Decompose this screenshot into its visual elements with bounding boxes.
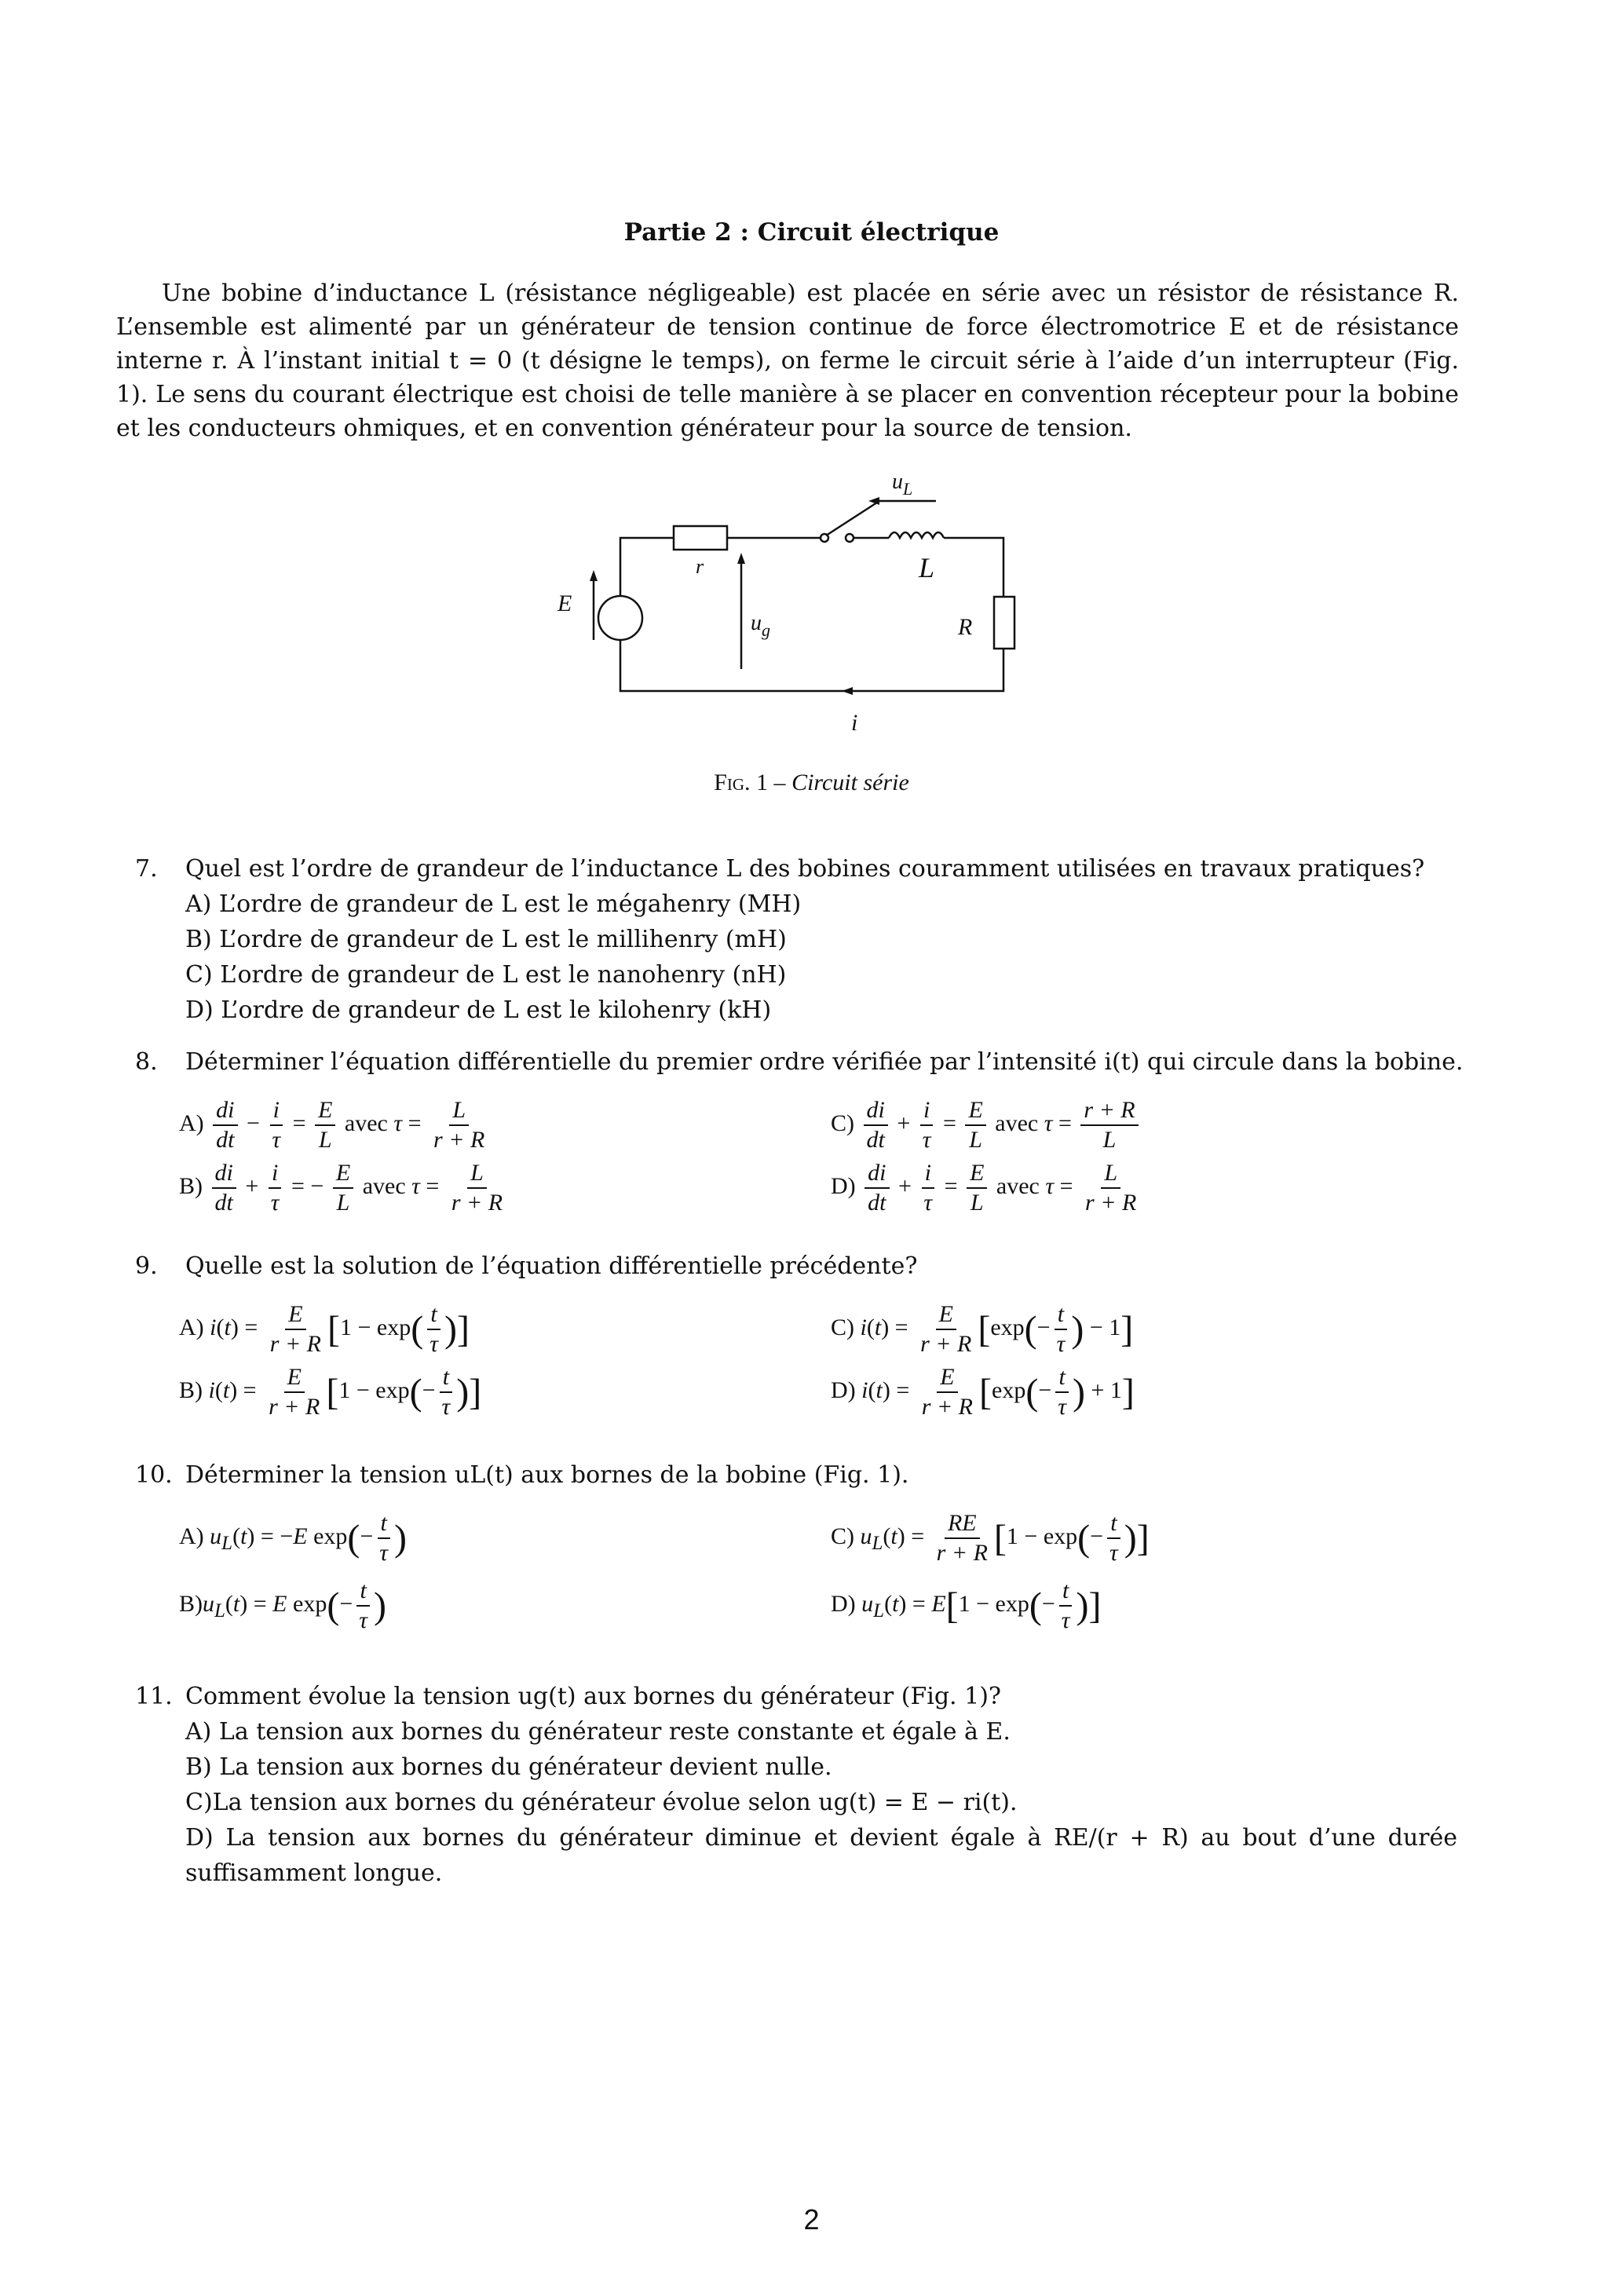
- question-number: 9.: [135, 1252, 158, 1280]
- avec-text: avec: [995, 1110, 1039, 1136]
- question-text: Quel est l’ordre de grandeur de l’inductance L des bobines couramment utilisées en travaux pratiques?: [185, 855, 1425, 883]
- option-label: C): [831, 1523, 854, 1549]
- inductor-coil: [889, 532, 944, 538]
- option-label: B): [179, 1377, 203, 1403]
- q11-option-b: B) La tension aux bornes du générateur devient nulle.: [185, 1753, 832, 1781]
- switch-blade: [826, 501, 879, 536]
- intro-text: Une bobine d’inductance L (résistance négligeable) est placée en série avec un résistor de résistance R. L’ensemble est alimenté par un générateur de tension continue de force électromotrice E et de résistance interne r. À l’instant initial t = 0 (t désigne le temps), on ferme le circuit série à l’aide d’un interrupteur (Fig. 1). Le sens du courant électrique est choisi de telle manière à se placer en convention récepteur pour la bobine et les conducteurs ohmiques, et en convention générateur pour la source de tension.: [116, 280, 1459, 442]
- q7-option-d: D) L’ordre de grandeur de L est le kilohenry (kH): [185, 996, 772, 1024]
- option-label: B): [179, 1172, 203, 1199]
- q9-option-b: B) i(t) = $\frac{E}{r + R}$ [1 − exp(− $\frac{t}{\tau}$ )]: [179, 1364, 482, 1420]
- intro-paragraph: [116, 276, 1459, 445]
- q8-option-a: A) $\frac{di}{dt}$ − $\frac{i}{\tau}$ = $\frac{E}{L}$ avec τ = $\frac{L}{r + R}$: [179, 1097, 485, 1153]
- wire-top-right: [944, 538, 1003, 597]
- question-number: 8.: [135, 1048, 158, 1076]
- label-L: L: [919, 552, 935, 583]
- figure-caption: [0, 770, 1623, 796]
- option-label: A): [179, 1523, 204, 1549]
- q10-option-b: $B)u_L(t) = E$ exp(− $\frac{t}{\tau}$ ): [179, 1578, 386, 1633]
- page-number: 2: [803, 2203, 820, 2236]
- q9-option-a: A) i(t) = $\frac{E}{r + R}$ [1 − exp( $\frac{t}{\tau}$ )]: [179, 1301, 470, 1357]
- option-label: B): [179, 1590, 203, 1617]
- caption-text: Circuit série: [791, 770, 909, 795]
- option-label: C): [831, 1314, 854, 1340]
- q11-option-d: D) La tension aux bornes du générateur diminue et devient égale à RE/(r + R) au bout d’une durée suffisamment longue.: [185, 1824, 1457, 1887]
- question-8: [135, 1044, 1463, 1080]
- question-number: 7.: [135, 855, 158, 883]
- caption-prefix: Fig. 1 –: [714, 770, 792, 795]
- question-text: Déterminer la tension uL(t) aux bornes de la bobine (Fig. 1).: [185, 1461, 909, 1489]
- q8-option-c: C) $\frac{di}{dt}$ + $\frac{i}{\tau}$ = $\frac{E}{L}$ avec τ = $\frac{r + R}{L}$: [831, 1098, 1142, 1153]
- question-9: [135, 1249, 917, 1284]
- resistor-R: [994, 597, 1014, 649]
- question-10: [135, 1457, 908, 1493]
- avec-text: avec: [996, 1172, 1040, 1199]
- q10-option-a: A) $u_L(t) = -E$ exp(− $\frac{t}{\tau}$ ): [179, 1510, 408, 1566]
- label-R: R: [958, 614, 973, 640]
- section-title: Partie 2 : Circuit électrique: [623, 218, 1000, 247]
- wire-bottom: [620, 640, 1003, 691]
- option-label: D): [831, 1172, 856, 1199]
- q7-option-b: B) L’ordre de grandeur de L est le millihenry (mH): [185, 926, 787, 953]
- q11-option-a: A) La tension aux bornes du générateur reste constante et égale à E.: [185, 1718, 1011, 1746]
- question-number: 11.: [135, 1683, 173, 1710]
- arrow-i: [842, 687, 853, 695]
- option-label: A): [179, 1110, 204, 1136]
- avec-text: avec: [362, 1172, 406, 1199]
- q8-option-b: B) $\frac{di}{dt}$ + $\frac{i}{\tau}$ = − $\frac{E}{L}$ avec τ = $\frac{L}{r + R}$: [179, 1160, 503, 1216]
- avec-text: avec: [344, 1110, 388, 1136]
- option-label: A): [179, 1314, 204, 1340]
- question-text: Déterminer l’équation différentielle du premier ordre vérifiée par l’intensité i(t) qui circule dans la bobine.: [185, 1048, 1464, 1076]
- switch-contact-right: [846, 534, 854, 542]
- source-E: [598, 596, 642, 640]
- question-11: [135, 1679, 1001, 1714]
- label-i: i: [851, 710, 858, 736]
- label-uL: $u_L$: [892, 470, 913, 499]
- option-label: C): [831, 1110, 854, 1136]
- label-ug: $u_g$: [751, 611, 770, 640]
- q7-option-a: A) L’ordre de grandeur de L est le mégahenry (MH): [185, 890, 802, 918]
- question-7: [135, 851, 1424, 887]
- circuit-diagram: [550, 463, 1052, 746]
- question-number: 10.: [135, 1461, 173, 1489]
- wire-top-left: [620, 538, 674, 597]
- label-E: E: [557, 590, 572, 616]
- q8-option-d: D) $\frac{di}{dt}$ + $\frac{i}{\tau}$ = $\frac{E}{L}$ avec τ = $\frac{L}{r + R}$: [831, 1160, 1137, 1216]
- q10-option-d: D) $u_L(t) = E[1 - \exp(-$ $\frac{t}{\tau}$ )]: [831, 1578, 1102, 1633]
- resistor-r: [674, 526, 727, 550]
- q10-option-c: C) $u_L(t)$ = $\frac{RE}{r + R}$ [1 − exp(− $\frac{t}{\tau}$ )]: [831, 1510, 1150, 1566]
- label-r: r: [696, 555, 704, 578]
- q7-option-c: C) L’ordre de grandeur de L est le nanohenry (nH): [185, 961, 787, 989]
- option-label: D): [831, 1377, 856, 1403]
- question-text: Comment évolue la tension ug(t) aux bornes du générateur (Fig. 1)?: [185, 1683, 1001, 1710]
- option-label: D): [831, 1590, 856, 1617]
- q9-option-d: D) i(t) = $\frac{E}{r + R}$ [exp(− $\frac{t}{\tau}$ ) + 1]: [831, 1364, 1135, 1420]
- q9-option-c: C) i(t) = $\frac{E}{r + R}$ [exp(− $\frac{t}{\tau}$ ) − 1]: [831, 1301, 1134, 1357]
- question-text: Quelle est la solution de l’équation différentielle précédente?: [185, 1252, 918, 1280]
- q11-option-c: C)La tension aux bornes du générateur évolue selon ug(t) = E − ri(t).: [185, 1789, 1018, 1816]
